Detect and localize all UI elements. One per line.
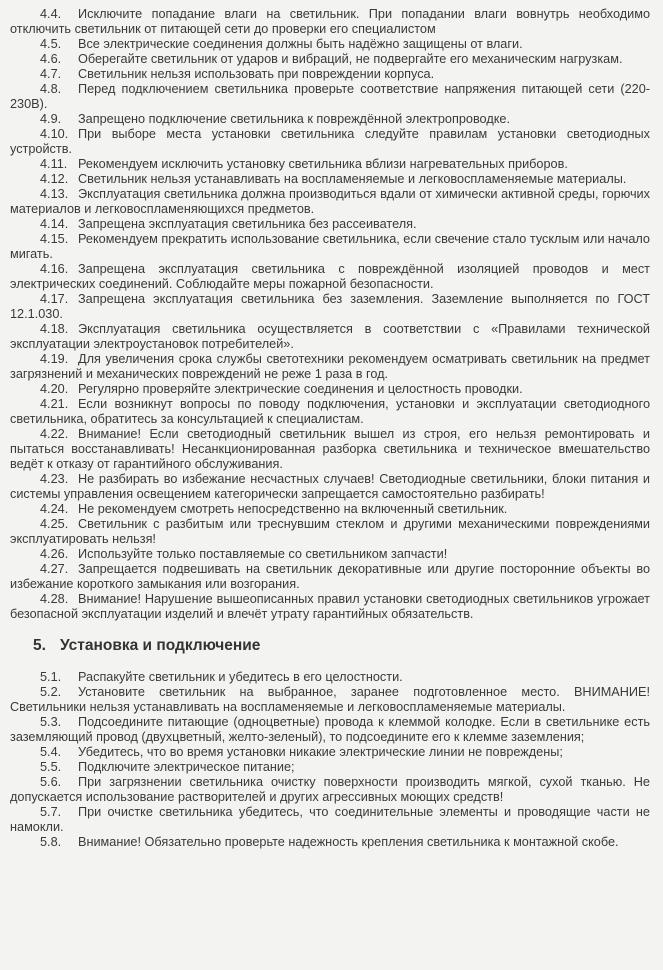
clause-paragraph: [10, 760, 650, 775]
clause-text: Эксплуатация светильника должна производиться вдали от химически активной среды, горючих материалов и легковоспламеняющихся предметов.: [10, 187, 650, 216]
clause-paragraph: [10, 592, 650, 622]
clause-paragraph: [10, 745, 650, 760]
clause-paragraph: [10, 37, 650, 52]
clause-text: Запрещена эксплуатация светильника без заземления. Заземление выполняется по ГОСТ 12.1.030.: [10, 292, 650, 321]
clause-text: Запрещена эксплуатация светильника с повреждённой изоляцией проводов и мест электрических соединений. Соблюдайте меры пожарной безопасности.: [10, 262, 650, 291]
clause-text: При очистке светильника убедитесь, что соединительные элементы и проводящие части не намокли.: [10, 805, 650, 834]
section-4-clause-list: [10, 7, 650, 622]
clause-text: Используйте только поставляемые со светильником запчасти!: [78, 547, 448, 561]
clause-text: Для увеличения срока службы светотехники рекомендуем осматривать светильник на предмет загрязнений и механических повреждений не реже 1 раза в год.: [10, 352, 650, 381]
clause-number: 4.4.: [40, 7, 62, 21]
clause-number: 4.20.: [40, 382, 69, 396]
clause-number: 4.22.: [40, 427, 69, 441]
clause-paragraph: [10, 547, 650, 562]
clause-paragraph: [10, 670, 650, 685]
section-5-number: 5.: [33, 637, 46, 654]
clause-number: 4.26.: [40, 547, 69, 561]
clause-number: 4.24.: [40, 502, 69, 516]
clause-number: 4.10.: [40, 127, 69, 141]
clause-paragraph: [10, 562, 650, 592]
clause-number: 4.23.: [40, 472, 69, 486]
clause-text: Внимание! Если светодиодный светильник вышел из строя, его нельзя ремонтировать и пытаться восстанавливать! Несанкционированная разборка светильника и техническое вмешательство ведёт к отказу от гарантийного обслуживания.: [10, 427, 650, 471]
clause-text: Исключите попадание влаги на светильник. При попадании влаги вовнутрь необходимо отключить светильник от питающей сети до проверки его специалистом: [10, 7, 650, 36]
clause-text: Светильник нельзя устанавливать на воспламеняемые и легковоспламеняемые материалы.: [78, 172, 627, 186]
clause-text: Внимание! Обязательно проверьте надежность крепления светильника к монтажной скобе.: [78, 835, 619, 849]
clause-number: 4.14.: [40, 217, 69, 231]
clause-paragraph: [10, 172, 650, 187]
clause-paragraph: [10, 112, 650, 127]
section-5-heading: [10, 636, 650, 655]
clause-paragraph: [10, 397, 650, 427]
clause-text: Запрещается подвешивать на светильник декоративные или другие посторонние объекты во избежание короткого замыкания или возгорания.: [10, 562, 650, 591]
clause-number: 4.16.: [40, 262, 69, 276]
clause-number: 4.11.: [40, 157, 68, 171]
clause-paragraph: [10, 775, 650, 805]
clause-paragraph: [10, 835, 650, 850]
clause-number: 4.12.: [40, 172, 69, 186]
clause-number: 4.7.: [40, 67, 62, 81]
clause-text: Рекомендуем исключить установку светильника вблизи нагревательных приборов.: [78, 157, 568, 171]
clause-paragraph: [10, 382, 650, 397]
clause-text: При загрязнении светильника очистку поверхности производить мягкой, сухой тканью. Не допускается использование растворителей и других агрессивных моющих средств!: [10, 775, 650, 804]
clause-paragraph: [10, 472, 650, 502]
clause-text: Подключите электрическое питание;: [78, 760, 295, 774]
clause-number: 5.3.: [40, 715, 62, 729]
clause-text: Убедитесь, что во время установки никакие электрические линии не повреждены;: [78, 745, 563, 759]
clause-text: Не разбирать во избежание несчастных случаев! Светодиодные светильники, блоки питания и системы управления освещением категорически запрещается самостоятельно разбирать!: [10, 472, 650, 501]
clause-text: Светильник нельзя использовать при повреждении корпуса.: [78, 67, 435, 81]
clause-paragraph: [10, 67, 650, 82]
clause-paragraph: [10, 292, 650, 322]
clause-text: Подсоедините питающие (одноцветные) провода к клеммой колодке. Если в светильнике есть заземляющий провод (двухцветный, желто-зеленый), то подсоедините его к клемме заземления;: [10, 715, 650, 744]
clause-paragraph: [10, 127, 650, 157]
clause-text: Запрещена эксплуатация светильника без рассеивателя.: [78, 217, 417, 231]
clause-paragraph: [10, 187, 650, 217]
clause-paragraph: [10, 427, 650, 472]
clause-number: 5.4.: [40, 745, 62, 759]
clause-paragraph: [10, 262, 650, 292]
clause-text: Эксплуатация светильника осуществляется в соответствии с «Правилами технической эксплуатации электроустановок потребителей».: [10, 322, 650, 351]
clause-number: 4.6.: [40, 52, 62, 66]
clause-text: Внимание! Нарушение вышеописанных правил установки светодиодных светильников угрожает безопасной эксплуатации изделий и влечёт утрату гарантийных обязательств.: [10, 592, 650, 621]
clause-number: 4.5.: [40, 37, 62, 51]
clause-text: Если возникнут вопросы по поводу подключения, установки и эксплуатации светодиодного светильника, обратитесь за консультацией к специалистам.: [10, 397, 650, 426]
clause-number: 5.6.: [40, 775, 62, 789]
clause-text: Оберегайте светильник от ударов и вибраций, не подвергайте его механическим нагрузкам.: [78, 52, 623, 66]
clause-number: 5.2.: [40, 685, 62, 699]
clause-paragraph: [10, 7, 650, 37]
section-5-clause-list: [10, 670, 650, 850]
clause-number: 4.19.: [40, 352, 69, 366]
clause-text: Установите светильник на выбранное, заранее подготовленное место. ВНИМАНИЕ! Светильники нельзя устанавливать на воспламеняемые и легковоспламеняемые материалы.: [10, 685, 650, 714]
clause-text: При выборе места установки светильника следуйте правилам установки светодиодных устройств.: [10, 127, 650, 156]
clause-paragraph: [10, 217, 650, 232]
clause-text: Запрещено подключение светильника к повреждённой электропроводке.: [78, 112, 511, 126]
clause-paragraph: [10, 805, 650, 835]
clause-number: 5.8.: [40, 835, 62, 849]
clause-paragraph: [10, 82, 650, 112]
section-5-title: Установка и подключение: [60, 637, 261, 654]
clause-text: Распакуйте светильник и убедитесь в его целостности.: [78, 670, 403, 684]
clause-paragraph: [10, 157, 650, 172]
clause-text: Все электрические соединения должны быть надёжно защищены от влаги.: [78, 37, 523, 51]
clause-number: 4.25.: [40, 517, 69, 531]
clause-paragraph: [10, 232, 650, 262]
clause-number: 5.5.: [40, 760, 62, 774]
clause-text: Регулярно проверяйте электрические соединения и целостность проводки.: [78, 382, 523, 396]
clause-paragraph: [10, 322, 650, 352]
clause-number: 4.9.: [40, 112, 62, 126]
clause-paragraph: [10, 352, 650, 382]
clause-number: 4.8.: [40, 82, 62, 96]
clause-paragraph: [10, 52, 650, 67]
clause-number: 4.21.: [40, 397, 69, 411]
clause-number: 4.27.: [40, 562, 69, 576]
clause-number: 4.17.: [40, 292, 69, 306]
clause-number: 5.7.: [40, 805, 62, 819]
clause-number: 5.1.: [40, 670, 62, 684]
clause-number: 4.15.: [40, 232, 69, 246]
clause-text: Перед подключением светильника проверьте соответствие напряжения питающей сети (220-230В).: [10, 82, 650, 111]
clause-text: Светильник с разбитым или треснувшим стеклом и другими механическими повреждениями эксплуатировать нельзя!: [10, 517, 650, 546]
clause-paragraph: [10, 517, 650, 547]
clause-paragraph: [10, 502, 650, 517]
clause-paragraph: [10, 685, 650, 715]
clause-text: Не рекомендуем смотреть непосредственно на включенный светильник.: [78, 502, 508, 516]
clause-text: Рекомендуем прекратить использование светильника, если свечение стало тусклым или начало мигать.: [10, 232, 650, 261]
clause-number: 4.18.: [40, 322, 69, 336]
clause-number: 4.13.: [40, 187, 69, 201]
clause-paragraph: [10, 715, 650, 745]
clause-number: 4.28.: [40, 592, 69, 606]
